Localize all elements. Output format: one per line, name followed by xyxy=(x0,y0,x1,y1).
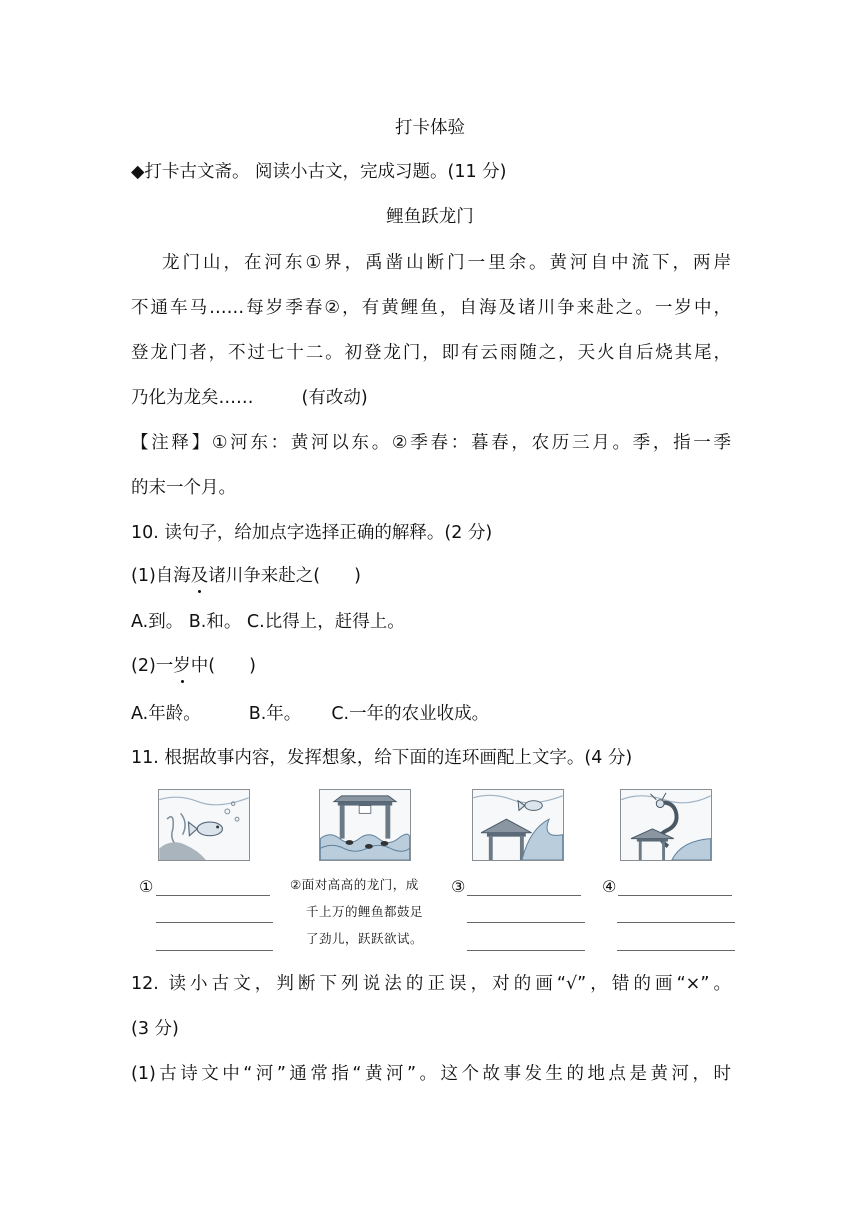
comic-2-caption-1: ②面对高高的龙门，成 xyxy=(290,877,419,892)
q10-s1-dotted-char: 及 xyxy=(190,566,209,586)
q10-s1-close: ) xyxy=(354,566,361,586)
q10-sentence-1 xyxy=(131,564,731,588)
comic-panel-4 xyxy=(620,789,712,861)
q10-s1-options: A.到。 B.和。 C.比得上，赶得上。 xyxy=(131,612,405,632)
section-title: 打卡体验 xyxy=(395,118,465,138)
comic-3-blank-2[interactable] xyxy=(467,922,585,923)
q10-s2-dotted-char: 岁 xyxy=(173,656,191,676)
fish-in-sea-icon xyxy=(159,790,249,860)
passage-line-4-text: 乃化为龙矣…… xyxy=(131,388,254,408)
passage-line-4 xyxy=(131,386,731,410)
comic-4-blank-2[interactable] xyxy=(617,922,735,923)
task-instruction: ◆打卡古文斋。 阅读小古文，完成习题。(11 分) xyxy=(131,162,507,182)
comic-4-number: ④ xyxy=(602,877,617,896)
passage-note: (有改动) xyxy=(301,388,368,408)
q11-title: 11. 根据故事内容，发挥想象，给下面的连环画配上文字。(4 分) xyxy=(131,748,633,768)
dragon-gate-icon xyxy=(320,790,410,860)
q10-s1-suffix: 诸川争来赴之( xyxy=(208,566,321,586)
q10-s2-suffix: 中( xyxy=(190,656,216,676)
annotation-line-1: 【注释】①河东：黄河以东。②季春：暮春，农历三月。季，指一季 xyxy=(131,433,731,453)
q10-sentence-2 xyxy=(131,654,731,678)
q10-s1-prefix: (1)自海 xyxy=(131,566,191,586)
dragon-icon xyxy=(621,790,711,860)
q10-s2-option-a: A.年龄。 xyxy=(131,704,201,724)
comic-1-blank-1[interactable] xyxy=(156,895,270,896)
q10-s2-close: ) xyxy=(249,656,256,676)
comic-4-blank-1[interactable] xyxy=(618,895,732,896)
comic-1-number: ① xyxy=(139,877,154,896)
fish-leaping-icon xyxy=(473,790,563,860)
q10-s2-prefix: (2)一 xyxy=(131,656,174,676)
passage-line-2: 不通车马……每岁季春②，有黄鲤鱼，自海及诸川争来赴之。一岁中， xyxy=(131,298,731,318)
passage-line-3: 登龙门者，不过七十二。初登龙门，即有云雨随之，天火自后烧其尾， xyxy=(131,343,731,363)
comic-panel-2 xyxy=(319,789,411,861)
annotation-line-2: 的末一个月。 xyxy=(131,478,236,498)
q12-statement-1: (1)古诗文中“河”通常指“黄河”。这个故事发生的地点是黄河，时 xyxy=(131,1064,731,1084)
q12-title-cont: (3 分) xyxy=(131,1019,179,1039)
comic-panel-1 xyxy=(158,789,250,861)
comic-2-caption-2: 千上万的鲤鱼都鼓足 xyxy=(306,904,424,919)
q10-s2-option-b: B.年。 xyxy=(248,704,302,724)
comic-panel-3 xyxy=(472,789,564,861)
comic-2-caption-3: 了劲儿，跃跃欲试。 xyxy=(306,931,424,946)
comic-1-blank-2[interactable] xyxy=(156,922,273,923)
q10-s2-option-c: C.一年的农业收成。 xyxy=(331,704,490,724)
passage-title: 鲤鱼跃龙门 xyxy=(386,207,474,227)
comic-3-blank-3[interactable] xyxy=(467,950,585,951)
comic-3-number: ③ xyxy=(451,877,466,896)
q12-title: 12. 读小古文，判断下列说法的正误，对的画“√”，错的画“×”。 xyxy=(131,974,731,994)
q10-title: 10. 读句子，给加点字选择正确的解释。(2 分) xyxy=(131,523,493,543)
comic-3-blank-1[interactable] xyxy=(467,895,581,896)
passage-line-1: 龙门山，在河东①界，禹凿山断门一里余。黄河自中流下，两岸 xyxy=(162,253,731,273)
q10-s2-options xyxy=(131,702,731,726)
comic-4-blank-3[interactable] xyxy=(617,950,735,951)
comic-1-blank-3[interactable] xyxy=(156,950,273,951)
